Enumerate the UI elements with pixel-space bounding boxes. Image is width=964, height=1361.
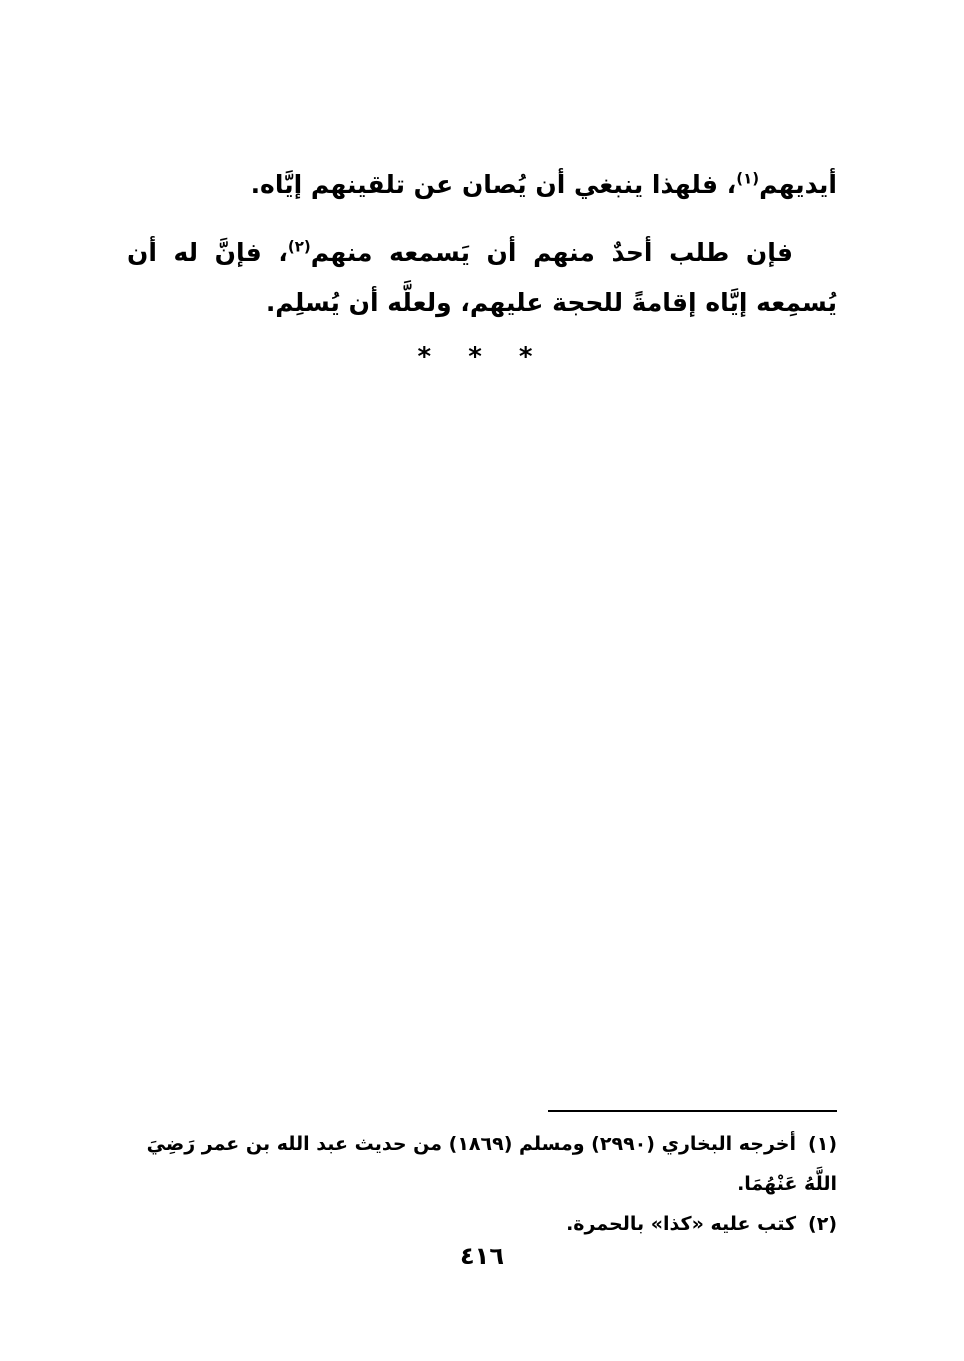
footnote-1 [127,1124,837,1204]
footnote-text: كتب عليه «كذا» بالحمرة. [566,1213,797,1235]
footnote-number: (٢) [808,1213,837,1235]
footnote-number: (١) [808,1133,837,1155]
footnote-ref-1: (١) [736,169,760,188]
page-number: ٤١٦ [460,1242,504,1270]
paragraph-2-after: ، فإنَّ له أن يُسمِعه إيَّاه إقامةً للحجة عليهم، ولعلَّه أن يُسلِم. [127,238,837,317]
section-separator: * * * [417,342,547,372]
footnote-divider [548,1110,837,1112]
paragraph-1-before: أيديهم [759,170,837,199]
footnote-text: أخرجه البخاري (٢٩٩٠) ومسلم (١٨٦٩) من حديث عبد الله بن عمر رَضِيَ اللَّهُ عَنْهُمَا. [146,1133,837,1195]
paragraph-2 [127,228,837,328]
paragraph-1 [127,160,837,210]
paragraph-1-after: ، فلهذا ينبغي أن يُصان عن تلقينهم إيَّاه. [250,170,737,199]
footnotes [127,1124,837,1244]
footnote-2 [127,1204,837,1244]
paragraph-2-before: فإن طلب أحدٌ منهم أن يَسمعه منهم [310,238,793,267]
footnote-ref-2: (٢) [287,237,311,256]
